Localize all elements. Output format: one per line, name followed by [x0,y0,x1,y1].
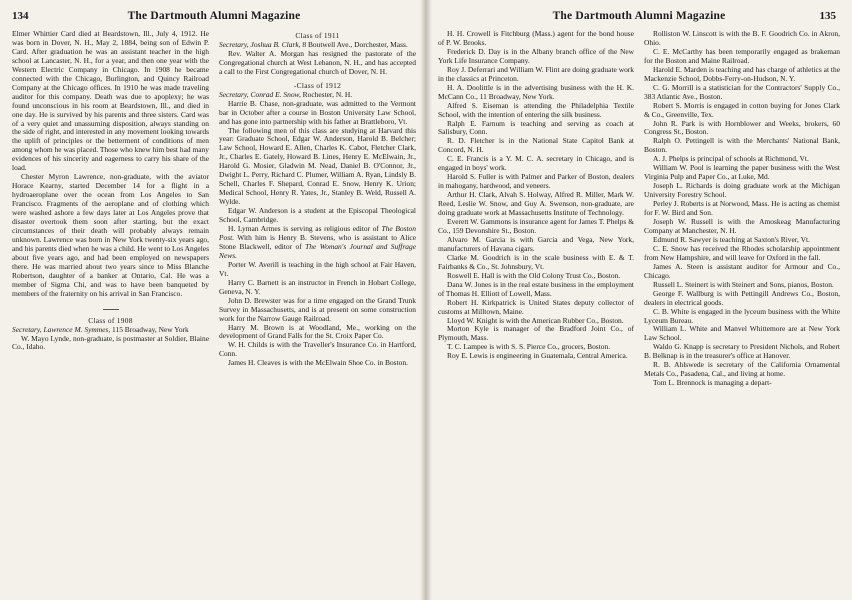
right-column-2 [644,30,840,388]
page-number: 134 [12,10,29,22]
class-note: Harold E. Marden is teaching and has charge of athletics at the Mackenzie School, Dobbs-Ferry-on-Hudson, N. Y. [644,64,840,83]
class-note: Rolliston W. Linscott is with the B. F. Goodrich Co. in Akron, Ohio. [644,29,840,47]
class-note: Rev. Walter A. Morgan has resigned the pastorate of the Congregational church at West Lebanon, N. H., and has accepted a call to the First Congregational church of Dover, N. H. [219,48,416,76]
class-note: H. A. Doolittle is in the advertising business with the H. K. McCann Co., 11 Broadway, New York. [438,82,634,101]
class-note: R. B. Ahlswede is secretary of the California Ornamental Metals Co., Pasadena, Cal., and living at home. [644,360,840,379]
class-note: James A. Steen is assistant auditor for Armour and Co., Chicago. [644,261,840,280]
class-note: James H. Cleaves is with the McElwain Shoe Co. in Boston. [228,358,408,368]
text-run: H. Lyman Armes is serving as religious editor of [228,224,379,234]
class-note: Perley J. Roberts is at Norwood, Mass. He is acting as chemist for F. W. Bird and Son. [644,199,840,218]
class-note: Russell L. Steinert is with Steinert and Sons, pianos, Boston. [653,279,834,289]
secretary-label: Secretary, Joshua B. Clark, [219,39,301,49]
right-page [426,0,852,600]
right-columns [438,30,840,388]
class-note: Roy E. Lewis is engineering in Guatemala, Central America. [447,351,628,361]
secretary-address: 8 Boutwell Ave., Dorchester, Mass. [302,39,408,49]
class-note: John D. Brewster was for a time engaged on the Grand Trunk Survey in Massachusetts, and is at present on some construction work for the Narrow Gauge Railroad. [219,295,416,323]
class-note: Harold S. Fuller is with Palmer and Parker of Boston, dealers in mahogany, hardwood, and veneers. [438,172,634,191]
class-note: Edmund R. Sawyer is teaching at Saxton's River, Vt. [653,234,810,244]
class-note: Ralph E. Farnum is teaching and serving as coach at Salisbury, Conn. [438,118,634,137]
class-note: A. J. Phelps is principal of schools at Richmond, Vt. [653,154,809,164]
class-note: C. G. Morrill is a statistician for the Contractors' Supply Co., 383 Atlantic Ave., Boston. [644,82,840,101]
class-note: C. B. White is engaged in the lyceum business with the White Lyceum Bureau. [644,306,840,325]
left-column-2 [219,30,416,368]
class-note: Harrie B. Chase, non-graduate, was admitted to the Vermont bar in October after a course in Boston University Law School, and has gone into partnership with his father at Brattleboro, Vt. [219,98,416,126]
class-note: William L. White and Manvel Whittemore are at New York Law School. [644,324,840,343]
obituary-lawrence: Chester Myron Lawrence, non-graduate, with the aviator Horace Kearny, started December 14 for a flight in a hydroaeroplane over the ocean from Los Angeles to San Francisco. Fragments of the aeroplane and of clothing which were washed ashore a few days later at Los Angeles prove that disaster overtook them soon after starting, but the exact circumstances of their death will probably always remain unknown. Lawrence was born in New York twenty-six years ago, and his parents died when he was a child. He went to Los Angeles about five years ago, and had been employed on newspapers there. He was married about two years since to Miss Blanche Robertson, daughter of a banker at Ontario, Cal. He was a member of Sigma Chi, and was to have been banqueted by members of the fraternity on his arrival in San Francisco. [12,172,209,298]
class-note: Robert S. Morris is engaged in cotton buying for Jones Clark & Co., Greenville, Tex. [644,100,840,119]
class-note: Alfred S. Eiseman is attending the Philadelphia Textile School, with the intention of entering the silk business. [438,100,634,119]
class-note: Ralph O. Pettingell is with the Merchants' National Bank, Boston. [644,136,840,155]
class-1911-heading: Class of 1911 [295,31,340,40]
class-note: Harry C. Barnett is an instructor in French in Hobart College, Geneva, N. Y. [219,277,416,296]
secretary-label: Secretary, Conrad E. Snow, [219,89,301,99]
class-note: W. H. Childs is with the Traveller's Insurance Co. in Hartford, Conn. [219,340,416,359]
obituary-card: Elmer Whittier Card died at Beardstown, Ill., July 4, 1912. He was born in Dover, N. H., May 2, 1884, being son of Edwin P. Card. After graduation he was an assistant teacher in the high school at Lancaster, N. H., for a year, and then one year with the Western Electric Company in Chicago. In 1908 he became connected with the Chicago, Burlington, and Quincy Railroad Company at the Chicago offices. In 1910 he was made traveling auditor for this company. Death was due to apoplexy; he was found unconscious in his room at Beardstown, Ill., and died in one day. He is survived by his parents and three sisters. Card was of a very quiet and unassuming disposition, always standing on the side of right, and interested in any movement looking towards the uplift of principles or the betterment of conditions of men among whom he was placed. Those who knew him best had many evidences of his sincerity and eagerness to carry his share of the load. [12,29,209,173]
class-note: Joseph W. Russell is with the Amoskeag Manufacturing Company at Manchester, N. H. [644,217,840,235]
secretary-label: Secretary, Lawrence M. Symmes, [12,324,111,334]
class-note: William W. Pool is learning the paper business with the West Virginia Pulp and Paper Co., at Luke, Md. [644,163,840,182]
class-note: T. C. Lampee is with S. S. Pierce Co., grocers, Boston. [447,342,611,352]
text-run: With him is Henry B. Stevens, who is assistant to Alice Stone Blackwell, editor of [219,232,416,251]
left-columns [12,30,416,368]
class-note: W. Mayo Lynde, non-graduate, is postmaster at Soldier, Blaine Co., Idaho. [12,333,209,352]
secretary-address: Rochester, N. H. [302,89,353,99]
section-divider [103,309,119,310]
class-note: Alvaro M. Garcia is with Garcia and Vega, New York, manufacturers of Havana cigars. [438,234,634,253]
class-note: Robert H. Kirkpatrick is United States deputy collector of customs at Milltown, Maine. [438,297,634,316]
left-page-header [12,10,416,26]
class-note: Waldo G. Knapp is secretary to President Nichols, and Robert B. Belknap is in the treasurer's office at Hanover. [644,342,840,361]
class-note: C. E. Snow has received the Rhodes scholarship appointment from New Hampshire, and will leave for Oxford in the fall. [644,243,840,262]
right-page-header [438,10,840,26]
class-note: H. H. Crowell is Fitchburg (Mass.) agent for the bond house of P. W. Brooks. [438,29,634,47]
class-note: Roy J. Deferrari and William W. Flint are doing graduate work in the classics at Princeton. [438,64,634,83]
class-note: Morton Kyle is manager of the Bradford Joint Co., of Plymouth, Mass. [438,324,634,343]
class-note: Frederick D. Day is in the Albany branch office of the New York Life Insurance Company. [438,46,634,65]
page-number: 135 [819,10,836,22]
class-note: Edgar W. Anderson is a student at the Episcopal Theological School, Cambridge. [219,206,416,225]
class-note: Tom L. Brennock is managing a depart- [653,378,772,388]
publication-title: The Woman's Journal and Suffrage News. [219,241,417,260]
class-note: R. D. Fletcher is in the National State Capitol Bank at Concord, N. H. [438,136,634,155]
class-note: Everett W. Gammons is insurance agent for James T. Phelps & Co., 159 Devonshire St., Boston. [438,217,634,235]
class-note: The following men of this class are studying at Harvard this year: Graduate School, Edgar W. Anderson, Harold B. Belcher; Law School, Howard E. Allen, Charles K. Cabot, Fletcher Clark, Jr., Charles E. Gately, Howard B. Lines, Henry E. McElwain, Jr., Harold G. Mosier, Gladwin M. Nead, Daniel B. O'Connor, Jr., Dwight L. Perry, Richard C. Plumer, William A. Ryan, Lindsly B. Schell, Charles F. Shepard, Conrad E. Snow, Henry K. Urion; Medical School, Henry R. Yates, Jr., Stanley B. Weld, Russell A. Wylde. [219,125,416,207]
class-1908-heading: Class of 1908 [88,315,133,325]
right-column-1 [438,30,634,388]
class-note: Harry M. Brown is at Woodland, Me., working on the development of Grand Falls for the St. Croix Paper Co. [219,322,416,341]
running-title: The Dartmouth Alumni Magazine [127,10,301,22]
class-note: Arthur H. Clark, Alvah S. Holway, Alfred R. Miller, Mark W. Reed, Leslie W. Snow, and Guy A. Swenson, non-graduate, are doing graduate work at Massachusetts Institute of Technology. [438,190,634,218]
left-column-1 [12,30,209,368]
class-note: Roswell E. Hall is with the Old Colony Trust Co., Boston. [447,270,621,280]
running-title: The Dartmouth Alumni Magazine [552,10,726,22]
class-note: Dana W. Jones is in the real estate business in the employment of Thomas H. Elliott of Lowell, Mass. [438,279,634,298]
page-gutter [420,0,432,600]
class-note: Porter W. Averill is teaching in the high school at Fair Haven, Vt. [219,259,416,278]
class-note: Clarke M. Goodrich is in the scale business with E. & T. Fairbanks & Co., St. Johnsbury, Vt. [438,252,634,271]
class-note: C. E. Francis is a Y. M. C. A. secretary in Chicago, and is engaged in boys' work. [438,154,634,173]
class-note: C. E. McCarthy has been temporarily engaged as brakeman for the Boston and Maine Railroad. [644,46,840,65]
class-note: Joseph L. Richards is doing graduate work at the Michigan University Forestry School. [644,181,840,200]
publication-title: The Boston Post. [219,224,416,242]
class-note-armes [219,225,416,261]
class-note: Lloyd W. Knight is with the American Rubber Co., Boston. [447,315,624,325]
class-note: George F. Wallburg is with Pettingill Andrews Co., Boston, dealers in electrical goods. [644,288,840,307]
secretary-address: 115 Broadway, New York [112,324,189,334]
class-note: John R. Park is with Hornblower and Weeks, brokers, 60 Congress St., Boston. [644,118,840,137]
class-1912-heading: -Class of 1912 [293,80,342,90]
